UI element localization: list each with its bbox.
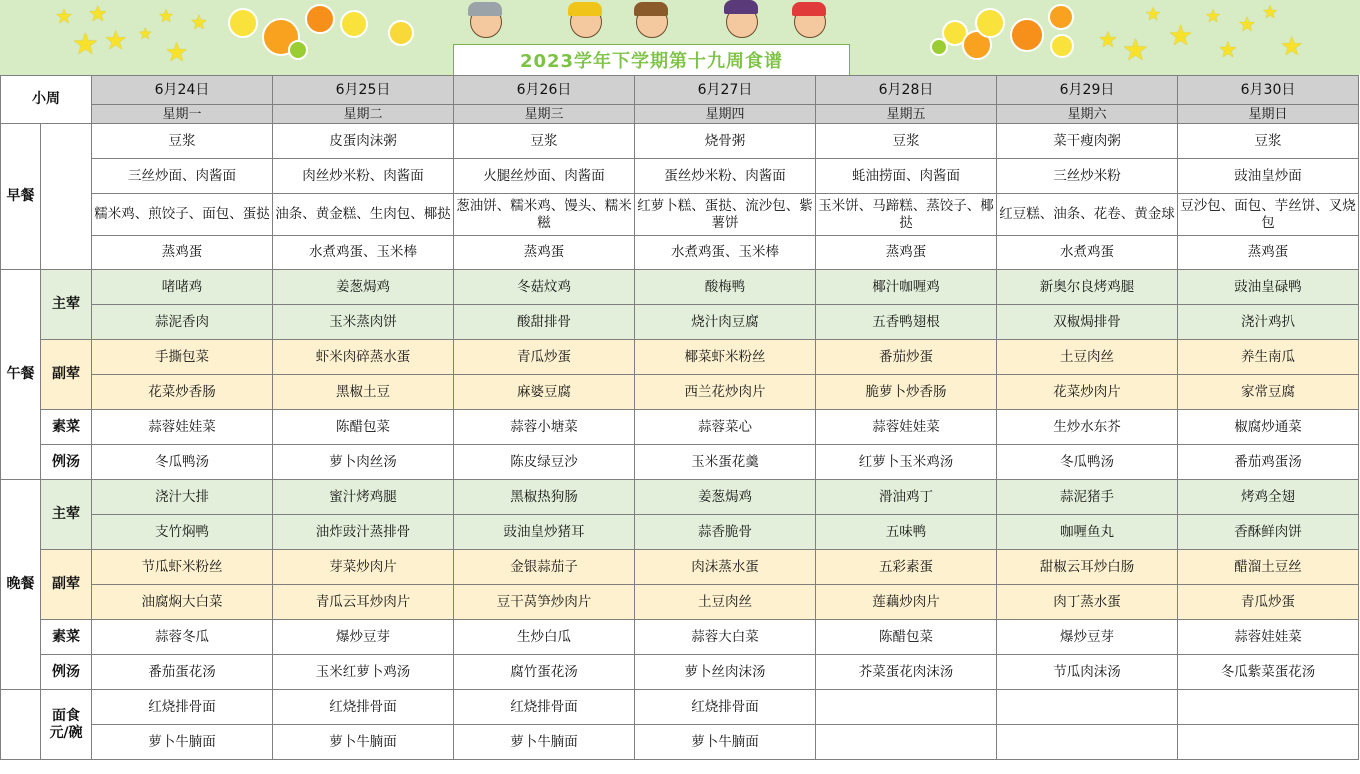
menu-item: 养生南瓜	[1178, 340, 1359, 375]
weekday-header: 星期六	[997, 105, 1178, 124]
dinner-row	[1, 515, 1359, 550]
menu-item: 番茄蛋花汤	[92, 655, 273, 690]
week-label: 小周	[1, 76, 92, 124]
menu-item: 滑油鸡丁	[816, 480, 997, 515]
menu-item: 浇汁大排	[92, 480, 273, 515]
witch-hat-icon	[724, 0, 758, 14]
menu-item: 番茄炒蛋	[816, 340, 997, 375]
category-main: 主荤	[41, 480, 92, 550]
star-icon: ★	[88, 2, 108, 27]
menu-item: 虾米肉碎蒸水蛋	[273, 340, 454, 375]
menu-item: 酸梅鸭	[635, 270, 816, 305]
menu-item: 咖喱鱼丸	[997, 515, 1178, 550]
menu-item: 蛋丝炒米粉、肉酱面	[635, 159, 816, 194]
menu-item: 脆萝卜炒香肠	[816, 375, 997, 410]
menu-item: 双椒焗排骨	[997, 305, 1178, 340]
menu-item: 青瓜云耳炒肉片	[273, 585, 454, 620]
date-header: 6月29日	[997, 76, 1178, 105]
star-icon: ★	[1238, 12, 1256, 36]
menu-item: 冬瓜鸭汤	[997, 445, 1178, 480]
banner	[0, 0, 1360, 75]
category-noodle: 面食元/碗	[41, 690, 92, 760]
lemon-slice-icon	[228, 8, 258, 38]
star-icon: ★	[1098, 28, 1118, 53]
menu-item: 火腿丝炒面、肉酱面	[454, 159, 635, 194]
menu-item: 油腐焖大白菜	[92, 585, 273, 620]
menu-item: 红萝卜玉米鸡汤	[816, 445, 997, 480]
star-icon: ★	[1205, 6, 1222, 27]
star-icon: ★	[55, 4, 73, 28]
category-soup: 例汤	[41, 445, 92, 480]
breakfast-row	[1, 194, 1359, 236]
lunch-row	[1, 305, 1359, 340]
category-soup: 例汤	[41, 655, 92, 690]
menu-item: 油条、黄金糕、生肉包、椰挞	[273, 194, 454, 236]
menu-item: 蒜蓉娃娃菜	[816, 410, 997, 445]
title-plate	[453, 44, 850, 75]
menu-item: 豆浆	[92, 124, 273, 159]
menu-item: 水煮鸡蛋、玉米棒	[273, 236, 454, 270]
menu-item: 浇汁鸡扒	[1178, 305, 1359, 340]
menu-item: 三丝炒面、肉酱面	[92, 159, 273, 194]
category-veg: 素菜	[41, 410, 92, 445]
noodle-row	[1, 690, 1359, 725]
star-icon: ★	[104, 26, 128, 56]
menu-item: 莲藕炒肉片	[816, 585, 997, 620]
date-header: 6月24日	[92, 76, 273, 105]
menu-item: 冬瓜紫菜蛋花汤	[1178, 655, 1359, 690]
menu-item: 冬菇炆鸡	[454, 270, 635, 305]
star-icon: ★	[165, 38, 189, 68]
menu-item: 皮蛋肉沫粥	[273, 124, 454, 159]
orange-slice-icon	[1048, 4, 1074, 30]
dinner-row	[1, 585, 1359, 620]
weekday-header: 星期二	[273, 105, 454, 124]
date-header: 6月28日	[816, 76, 997, 105]
menu-item: 姜葱焗鸡	[273, 270, 454, 305]
menu-item: 新奥尔良烤鸡腿	[997, 270, 1178, 305]
lunch-row	[1, 375, 1359, 410]
menu-item: 萝卜肉丝汤	[273, 445, 454, 480]
menu-item: 蜜汁烤鸡腿	[273, 480, 454, 515]
orange-slice-icon	[305, 4, 335, 34]
lime-slice-icon	[930, 38, 948, 56]
menu-item: 蚝油捞面、肉酱面	[816, 159, 997, 194]
dinner-row	[1, 550, 1359, 585]
menu-item: 青瓜炒蛋	[1178, 585, 1359, 620]
menu-item: 节瓜虾米粉丝	[92, 550, 273, 585]
orange-slice-icon	[1010, 18, 1044, 52]
menu-item	[997, 690, 1178, 725]
star-icon: ★	[1122, 33, 1149, 68]
menu-item: 蒜泥猪手	[997, 480, 1178, 515]
category-main: 主荤	[41, 270, 92, 340]
menu-table	[0, 75, 1359, 760]
menu-item: 肉丝炒米粉、肉酱面	[273, 159, 454, 194]
menu-item: 金银蒜茄子	[454, 550, 635, 585]
lunch-row	[1, 410, 1359, 445]
weekday-header: 星期三	[454, 105, 635, 124]
menu-item: 家常豆腐	[1178, 375, 1359, 410]
star-icon: ★	[158, 6, 175, 27]
date-header: 6月25日	[273, 76, 454, 105]
menu-item: 红烧排骨面	[273, 690, 454, 725]
header-row-weekdays	[1, 105, 1359, 124]
menu-item: 椒腐炒通菜	[1178, 410, 1359, 445]
menu-item: 五香鸭翅根	[816, 305, 997, 340]
meal-label-lunch: 午餐	[1, 270, 41, 480]
menu-item	[816, 690, 997, 725]
hat-icon	[634, 2, 668, 16]
knight-helmet-icon	[468, 2, 502, 16]
menu-item: 红烧排骨面	[635, 690, 816, 725]
menu-item: 水煮鸡蛋	[997, 236, 1178, 270]
menu-item: 蒸鸡蛋	[92, 236, 273, 270]
menu-item: 生炒水东芥	[997, 410, 1178, 445]
weekday-header: 星期一	[92, 105, 273, 124]
menu-item: 豆沙包、面包、芋丝饼、叉烧包	[1178, 194, 1359, 236]
menu-item: 肉沫蒸水蛋	[635, 550, 816, 585]
lemon-slice-icon	[388, 20, 414, 46]
menu-item: 糯米鸡、煎饺子、面包、蛋挞	[92, 194, 273, 236]
meal-label-noodle	[1, 690, 41, 760]
menu-item: 红豆糕、油条、花卷、黄金球	[997, 194, 1178, 236]
menu-item: 豆浆	[1178, 124, 1359, 159]
menu-item: 蒜蓉小塘菜	[454, 410, 635, 445]
cap-icon	[792, 2, 826, 16]
menu-item: 萝卜丝肉沫汤	[635, 655, 816, 690]
meal-label-breakfast: 早餐	[1, 124, 41, 270]
menu-item: 甜椒云耳炒白肠	[997, 550, 1178, 585]
menu-item: 蒜蓉大白菜	[635, 620, 816, 655]
menu-item: 烤鸡全翅	[1178, 480, 1359, 515]
menu-item: 萝卜牛腩面	[92, 725, 273, 760]
menu-item: 支竹焖鸭	[92, 515, 273, 550]
category-side: 副荤	[41, 550, 92, 620]
menu-item: 豆浆	[816, 124, 997, 159]
menu-item: 三丝炒米粉	[997, 159, 1178, 194]
menu-item: 姜葱焗鸡	[635, 480, 816, 515]
menu-item: 椰汁咖喱鸡	[816, 270, 997, 305]
lunch-row	[1, 340, 1359, 375]
menu-item: 玉米蒸肉饼	[273, 305, 454, 340]
menu-item: 手撕包菜	[92, 340, 273, 375]
menu-item: 红烧排骨面	[92, 690, 273, 725]
category-side: 副荤	[41, 340, 92, 410]
menu-item: 酸甜排骨	[454, 305, 635, 340]
star-icon: ★	[1218, 38, 1238, 63]
menu-item: 蒜蓉冬瓜	[92, 620, 273, 655]
weekday-header: 星期五	[816, 105, 997, 124]
menu-item: 豉油皇炒面	[1178, 159, 1359, 194]
menu-item	[816, 725, 997, 760]
date-header: 6月30日	[1178, 76, 1359, 105]
header-row-dates	[1, 76, 1359, 105]
breakfast-row	[1, 236, 1359, 270]
lunch-row	[1, 445, 1359, 480]
menu-item: 豆浆	[454, 124, 635, 159]
menu-item: 蒜蓉娃娃菜	[92, 410, 273, 445]
lunch-row	[1, 270, 1359, 305]
menu-item: 蒜蓉菜心	[635, 410, 816, 445]
menu-item: 萝卜牛腩面	[454, 725, 635, 760]
crown-icon	[568, 2, 602, 16]
menu-item: 生炒白瓜	[454, 620, 635, 655]
menu-item: 爆炒豆芽	[997, 620, 1178, 655]
menu-item: 烧汁肉豆腐	[635, 305, 816, 340]
menu-item: 椰菜虾米粉丝	[635, 340, 816, 375]
menu-item: 玉米红萝卜鸡汤	[273, 655, 454, 690]
menu-item: 醋溜土豆丝	[1178, 550, 1359, 585]
lemon-slice-icon	[975, 8, 1005, 38]
category-veg: 素菜	[41, 620, 92, 655]
breakfast-row	[1, 124, 1359, 159]
menu-item: 豉油皇碌鸭	[1178, 270, 1359, 305]
star-icon: ★	[138, 24, 153, 43]
menu-item: 蒸鸡蛋	[1178, 236, 1359, 270]
menu-item: 花菜炒香肠	[92, 375, 273, 410]
menu-item: 西兰花炒肉片	[635, 375, 816, 410]
star-icon: ★	[190, 10, 208, 34]
star-icon: ★	[1262, 2, 1279, 23]
menu-item: 水煮鸡蛋、玉米棒	[635, 236, 816, 270]
menu-item: 红萝卜糕、蛋挞、流沙包、紫薯饼	[635, 194, 816, 236]
menu-item: 芥菜蛋花肉沫汤	[816, 655, 997, 690]
dinner-row	[1, 655, 1359, 690]
menu-item: 萝卜牛腩面	[273, 725, 454, 760]
menu-item: 腐竹蛋花汤	[454, 655, 635, 690]
menu-item: 番茄鸡蛋汤	[1178, 445, 1359, 480]
date-header: 6月27日	[635, 76, 816, 105]
menu-item: 蒜蓉娃娃菜	[1178, 620, 1359, 655]
menu-item: 陈醋包菜	[816, 620, 997, 655]
menu-item	[1178, 690, 1359, 725]
menu-item: 陈醋包菜	[273, 410, 454, 445]
star-icon: ★	[1168, 19, 1194, 52]
star-icon: ★	[1145, 4, 1162, 25]
menu-body	[1, 76, 1359, 760]
weekday-header: 星期四	[635, 105, 816, 124]
menu-item: 蒜香脆骨	[635, 515, 816, 550]
weekday-header: 星期日	[1178, 105, 1359, 124]
menu-item: 冬瓜鸭汤	[92, 445, 273, 480]
menu-item: 麻婆豆腐	[454, 375, 635, 410]
meal-label-dinner: 晚餐	[1, 480, 41, 690]
page-title: 2023学年下学期第十九周食谱	[519, 51, 784, 72]
menu-item: 肉丁蒸水蛋	[997, 585, 1178, 620]
menu-item: 花菜炒肉片	[997, 375, 1178, 410]
menu-item: 爆炒豆芽	[273, 620, 454, 655]
menu-item: 陈皮绿豆沙	[454, 445, 635, 480]
dinner-row	[1, 480, 1359, 515]
date-header: 6月26日	[454, 76, 635, 105]
menu-item: 土豆肉丝	[997, 340, 1178, 375]
noodle-row	[1, 725, 1359, 760]
menu-item: 萝卜牛腩面	[635, 725, 816, 760]
lime-slice-icon	[288, 40, 308, 60]
menu-item: 土豆肉丝	[635, 585, 816, 620]
menu-item: 油炸豉汁蒸排骨	[273, 515, 454, 550]
menu-item	[1178, 725, 1359, 760]
menu-item: 玉米蛋花羹	[635, 445, 816, 480]
dinner-row	[1, 620, 1359, 655]
menu-item: 黑椒土豆	[273, 375, 454, 410]
menu-item: 五味鸭	[816, 515, 997, 550]
menu-item: 蒜泥香肉	[92, 305, 273, 340]
menu-item: 蒸鸡蛋	[816, 236, 997, 270]
menu-item: 烧骨粥	[635, 124, 816, 159]
menu-item: 节瓜肉沫汤	[997, 655, 1178, 690]
menu-item: 啫啫鸡	[92, 270, 273, 305]
menu-item: 菜干瘦肉粥	[997, 124, 1178, 159]
lemon-slice-icon	[340, 10, 368, 38]
menu-item: 豉油皇炒猪耳	[454, 515, 635, 550]
menu-item: 蒸鸡蛋	[454, 236, 635, 270]
category-empty	[41, 124, 92, 270]
lemon-slice-icon	[1050, 34, 1074, 58]
menu-item	[997, 725, 1178, 760]
menu-item: 葱油饼、糯米鸡、馒头、糯米糍	[454, 194, 635, 236]
star-icon: ★	[1280, 32, 1304, 62]
menu-item: 豆干莴笋炒肉片	[454, 585, 635, 620]
menu-item: 芽菜炒肉片	[273, 550, 454, 585]
breakfast-row	[1, 159, 1359, 194]
menu-item: 黑椒热狗肠	[454, 480, 635, 515]
menu-item: 玉米饼、马蹄糕、蒸饺子、椰挞	[816, 194, 997, 236]
menu-item: 青瓜炒蛋	[454, 340, 635, 375]
star-icon: ★	[72, 27, 99, 62]
menu-item: 香酥鲜肉饼	[1178, 515, 1359, 550]
menu-item: 五彩素蛋	[816, 550, 997, 585]
menu-item: 红烧排骨面	[454, 690, 635, 725]
